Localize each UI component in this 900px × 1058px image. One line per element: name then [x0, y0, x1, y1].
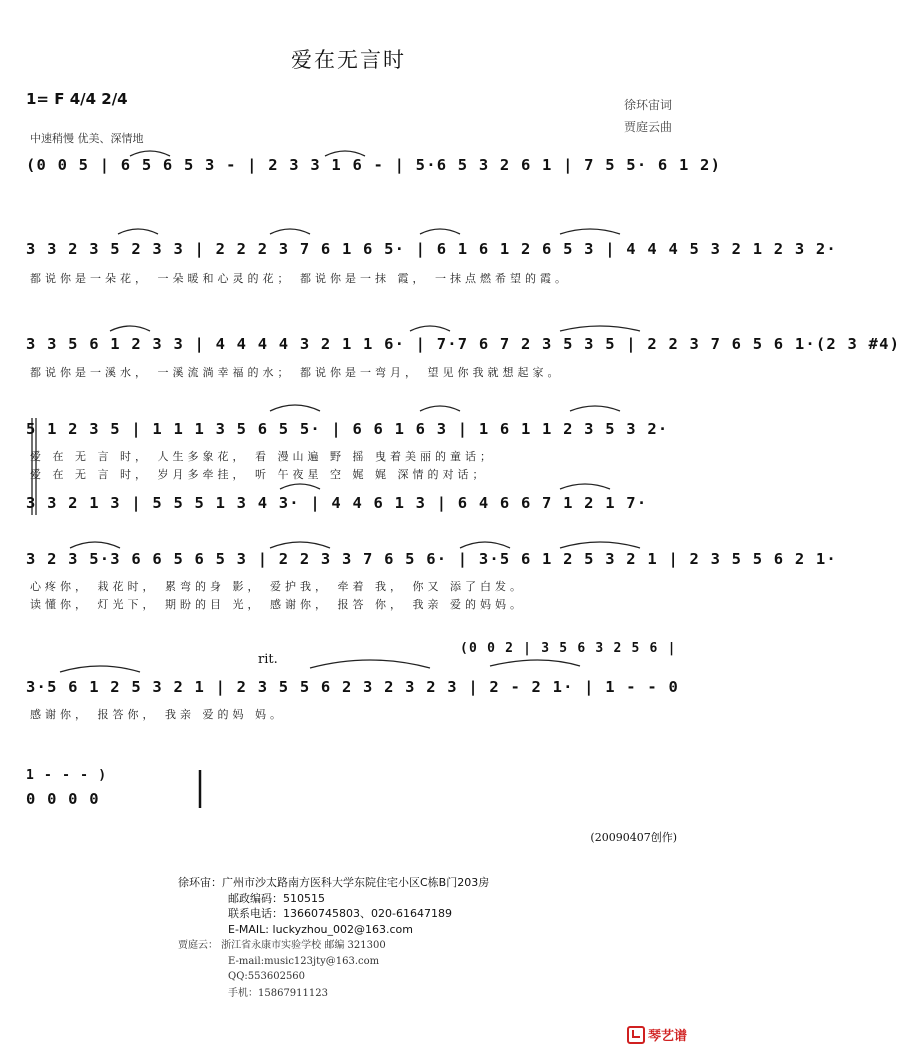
lyric-row: 爱 在 无 言 时， 人生多象花， 看 漫山遍 野 摇 曳着美丽的童话； — [30, 450, 495, 463]
lyric-row: 都说你是一朵花， 一朵暖和心灵的花； 都说你是一抹 霞， 一抹点燃希望的霞。 — [30, 272, 570, 285]
xu-address: 广州市沙太路南方医科大学东院住宅小区C栋B门203房 — [222, 876, 490, 889]
xu-postcode: 邮政编码：510515 — [228, 892, 325, 905]
contact-xu — [178, 875, 489, 890]
jia-mobile: 手机：15867911123 — [228, 988, 328, 999]
lyric-row: 心疼你， 栽花时， 累弯的身 影， 爱护我， 牵着 我， 你又 添了白发。 — [30, 580, 525, 593]
lyricist: 徐环宙词 — [623, 98, 672, 112]
logo-icon — [627, 1026, 645, 1044]
notation-row-chorus-end: 3 2 3 5·3 6 6 5 6 5 3 | 2 2 3 3 7 6 5 6· | 3·5 6 1 2 5 3 2 1 | 2 3 5 5 6 2 1· — [26, 550, 837, 568]
composition-date: (20090407创作) — [590, 831, 677, 844]
notation-row-verse1: 3 3 2 3 5 2 3 3 | 2 2 2 3 7 6 1 6 5· | 6 1 6 1 2 6 5 3 | 4 4 4 5 3 2 1 2 3 2· — [26, 240, 837, 258]
notation-row-verse2: 3 3 5 6 1 2 3 3 | 4 4 4 4 3 2 1 1 6· | 7·7 6 7 2 3 5 3 5 | 2 2 3 7 6 5 6 1·(2 3 #4) — [26, 335, 900, 353]
xu-label: 徐环宙： — [178, 876, 222, 889]
notation-row-final-upper: 1 - - - ) — [26, 768, 108, 783]
jia-qq: QQ:553602560 — [228, 971, 306, 982]
notation-row-chorus-upper: 5 1 2 3 5 | 1 1 1 3 5 6 5 5· | 6 6 1 6 3 | 1 6 1 1 2 3 5 3 2· — [26, 420, 669, 438]
composer: 贾庭云曲 — [623, 120, 672, 134]
song-title: 爱在无言时 — [291, 48, 406, 72]
rit-mark: rit. — [258, 652, 278, 667]
jia-email: E-mail:music123jty@163.com — [228, 956, 380, 967]
watermark-text: 琴艺谱 — [647, 1029, 687, 1044]
notation-row-coda: 3·5 6 1 2 5 3 2 1 | 2 3 5 5 6 2 3 2 3 2 3 | 2 - 2 1· | 1 - - 0 — [26, 678, 679, 696]
xu-email: E-MAIL: luckyzhou_002@163.com — [228, 923, 414, 936]
contact-jia: 贾庭云： 浙江省永康市实验学校 邮编 321300 — [178, 940, 386, 951]
tempo-mark: 中速稍慢 优美、深情地 — [30, 132, 144, 145]
notation-row-coda-upper: (0 0 2 | 3 5 6 3 2 5 6 | — [460, 641, 677, 656]
notation-row-intro: (0 0 5 | 6 5 6 5 3 - | 2 3 3 1 6 - | 5·6 5 3 2 6 1 | 7 5 5· 6 1 2) — [26, 156, 722, 174]
notation-row-final: 0 0 0 0 — [26, 790, 100, 808]
watermark-logo — [627, 1025, 687, 1044]
lyric-row: 感谢你， 报答你， 我亲 爱的妈 妈。 — [30, 708, 285, 721]
credits — [624, 94, 672, 138]
lyric-row: 读懂你， 灯光下， 期盼的目 光， 感谢你， 报答 你， 我亲 爱的妈妈。 — [30, 598, 525, 611]
key-signature: 1= F 4/4 2/4 — [26, 90, 128, 108]
xu-phone: 联系电话：13660745803、020-61647189 — [228, 907, 452, 920]
lyric-row: 爱 在 无 言 时， 岁月多牵挂， 听 午夜星 空 娓 娓 深情的对话； — [30, 468, 488, 481]
notation-row-chorus-lower: 3 3 2 1 3 | 5 5 5 1 3 4 3· | 4 4 6 1 3 | 6 4 6 6 7 1 2 1 7· — [26, 494, 648, 512]
lyric-row: 都说你是一溪水， 一溪流淌幸福的水； 都说你是一弯月， 望见你我就想起家。 — [30, 366, 563, 379]
